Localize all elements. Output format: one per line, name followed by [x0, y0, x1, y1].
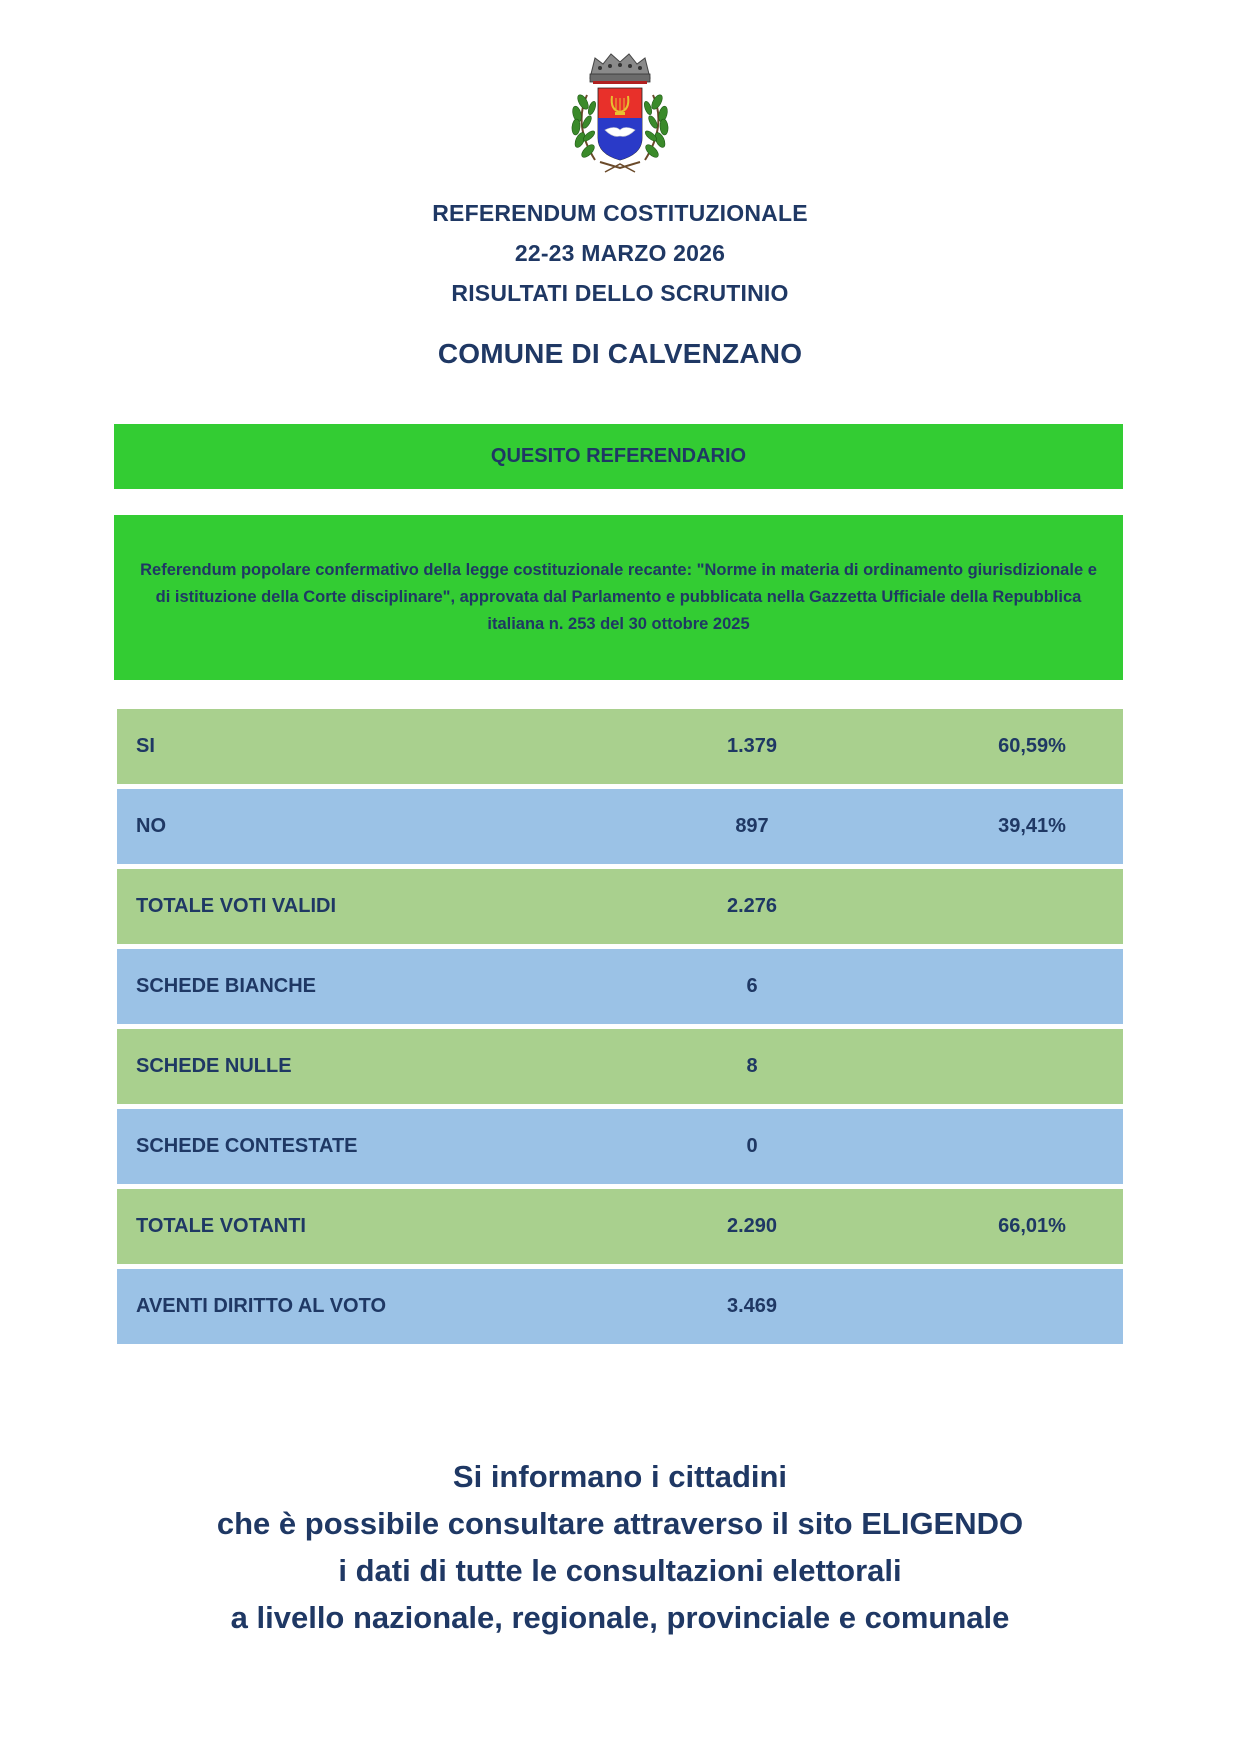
notice-line: i dati di tutte le consultazioni elettorali	[338, 1553, 902, 1588]
title-date: 22-23 MARZO 2026	[514, 240, 726, 266]
table-row-no	[117, 789, 1123, 864]
question-text: Referendum popolare confermativo della legge costituzionale recante: "Norme in materia di ordinamento giurisdizionale e di istituzione della Corte disciplinare", approvata dal Parlamento e pubblicata nella Gazzetta Ufficiale della Repubblica italiana n. 253 del 30 ottobre 2025	[140, 561, 1097, 633]
row-value: 6	[746, 975, 758, 997]
citizen-notice	[0, 1453, 1240, 1641]
table-row-schede-nulle	[117, 1029, 1123, 1104]
row-value: 1.379	[726, 735, 778, 757]
row-percent	[987, 949, 1077, 1024]
row-percent	[987, 869, 1077, 944]
table-row-schede-contestate	[117, 1109, 1123, 1184]
row-label: SCHEDE CONTESTATE	[136, 1135, 358, 1157]
row-percent	[987, 1029, 1077, 1104]
row-percent: 60,59%	[998, 735, 1066, 757]
row-percent: 66,01%	[998, 1215, 1066, 1237]
row-value: 2.290	[726, 1215, 778, 1237]
row-label: NO	[136, 815, 166, 837]
title-results: RISULTATI DELLO SCRUTINIO	[451, 280, 789, 306]
coat-of-arms-icon	[565, 50, 675, 175]
row-value: 0	[746, 1135, 758, 1157]
table-row-schede-bianche	[117, 949, 1123, 1024]
row-percent: 39,41%	[998, 815, 1066, 837]
table-row-totale-votanti	[117, 1189, 1123, 1264]
row-percent	[987, 1109, 1077, 1184]
row-label: TOTALE VOTI VALIDI	[136, 895, 336, 917]
table-row-totale-voti-validi	[117, 869, 1123, 944]
crown-icon	[590, 54, 650, 84]
shield-icon	[598, 88, 642, 160]
table-row-aventi-diritto	[117, 1269, 1123, 1344]
row-percent	[987, 1269, 1077, 1344]
municipality-title: COMUNE DI CALVENZANO	[437, 338, 803, 369]
question-heading-box	[114, 424, 1123, 489]
row-value: 8	[746, 1055, 758, 1077]
notice-line: Si informano i cittadini	[452, 1459, 788, 1494]
row-label: SCHEDE NULLE	[136, 1055, 292, 1077]
row-value: 3.469	[726, 1295, 778, 1317]
question-heading: QUESITO REFERENDARIO	[490, 445, 747, 467]
row-label: TOTALE VOTANTI	[136, 1215, 306, 1237]
question-text-box	[114, 515, 1123, 680]
notice-line: a livello nazionale, regionale, provinciale e comunale	[230, 1600, 1010, 1635]
notice-line: che è possibile consultare attraverso il sito ELIGENDO	[216, 1506, 1024, 1541]
row-label: SI	[136, 735, 155, 757]
row-label: AVENTI DIRITTO AL VOTO	[136, 1295, 387, 1317]
results-table	[117, 709, 1123, 1349]
row-label: SCHEDE BIANCHE	[136, 975, 317, 997]
title-referendum: REFERENDUM COSTITUZIONALE	[432, 200, 808, 226]
table-row-si	[117, 709, 1123, 784]
row-value: 897	[735, 815, 769, 837]
row-value: 2.276	[726, 895, 778, 917]
